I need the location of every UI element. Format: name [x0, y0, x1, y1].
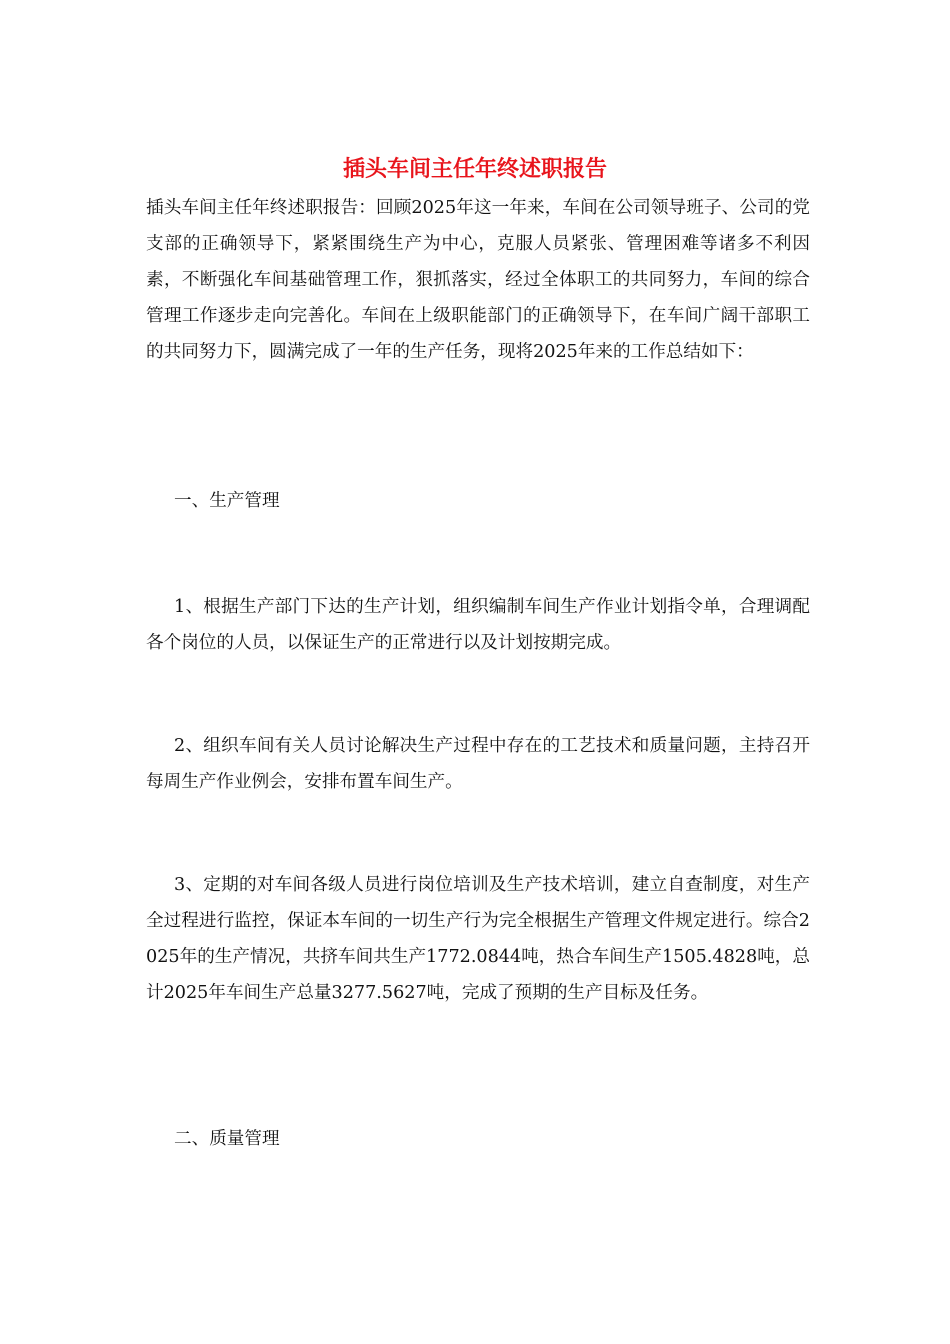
document-title: 插头车间主任年终述职报告	[342, 156, 607, 182]
list-item-process-issues: 2、组织车间有关人员讨论解决生产过程中存在的工艺技术和质量问题，主持召开每周生产作业例会，安排布置车间生产。	[146, 736, 810, 792]
list-item-training-output: 3、定期的对车间各级人员进行岗位培训及生产技术培训，建立自查制度，对生产全过程进行监控，保证本车间的一切生产行为完全根据生产管理文件规定进行。综合2025年的生产情况，共挤车间共生产1772.0844吨，热合车间生产1505.4828吨，总计2025年车间生产总量3277.5627吨，完成了预期的生产目标及任务。	[146, 875, 810, 1003]
section-heading-production: 一、生产管理	[174, 491, 280, 511]
intro-paragraph: 插头车间主任年终述职报告：回顾2025年这一年来，车间在公司领导班子、公司的党支部的正确领导下，紧紧围绕生产为中心，克服人员紧张、管理困难等诸多不利因素，不断强化车间基础管理工作，狠抓落实，经过全体职工的共同努力，车间的综合管理工作逐步走向完善化。车间在上级职能部门的正确领导下，在车间广阔干部职工的共同努力下，圆满完成了一年的生产任务，现将2025年来的工作总结如下：	[146, 198, 810, 362]
section-heading-quality: 二、质量管理	[174, 1129, 280, 1149]
list-item-production-plan: 1、根据生产部门下达的生产计划，组织编制车间生产作业计划指令单，合理调配各个岗位的人员，以保证生产的正常进行以及计划按期完成。	[146, 597, 810, 653]
